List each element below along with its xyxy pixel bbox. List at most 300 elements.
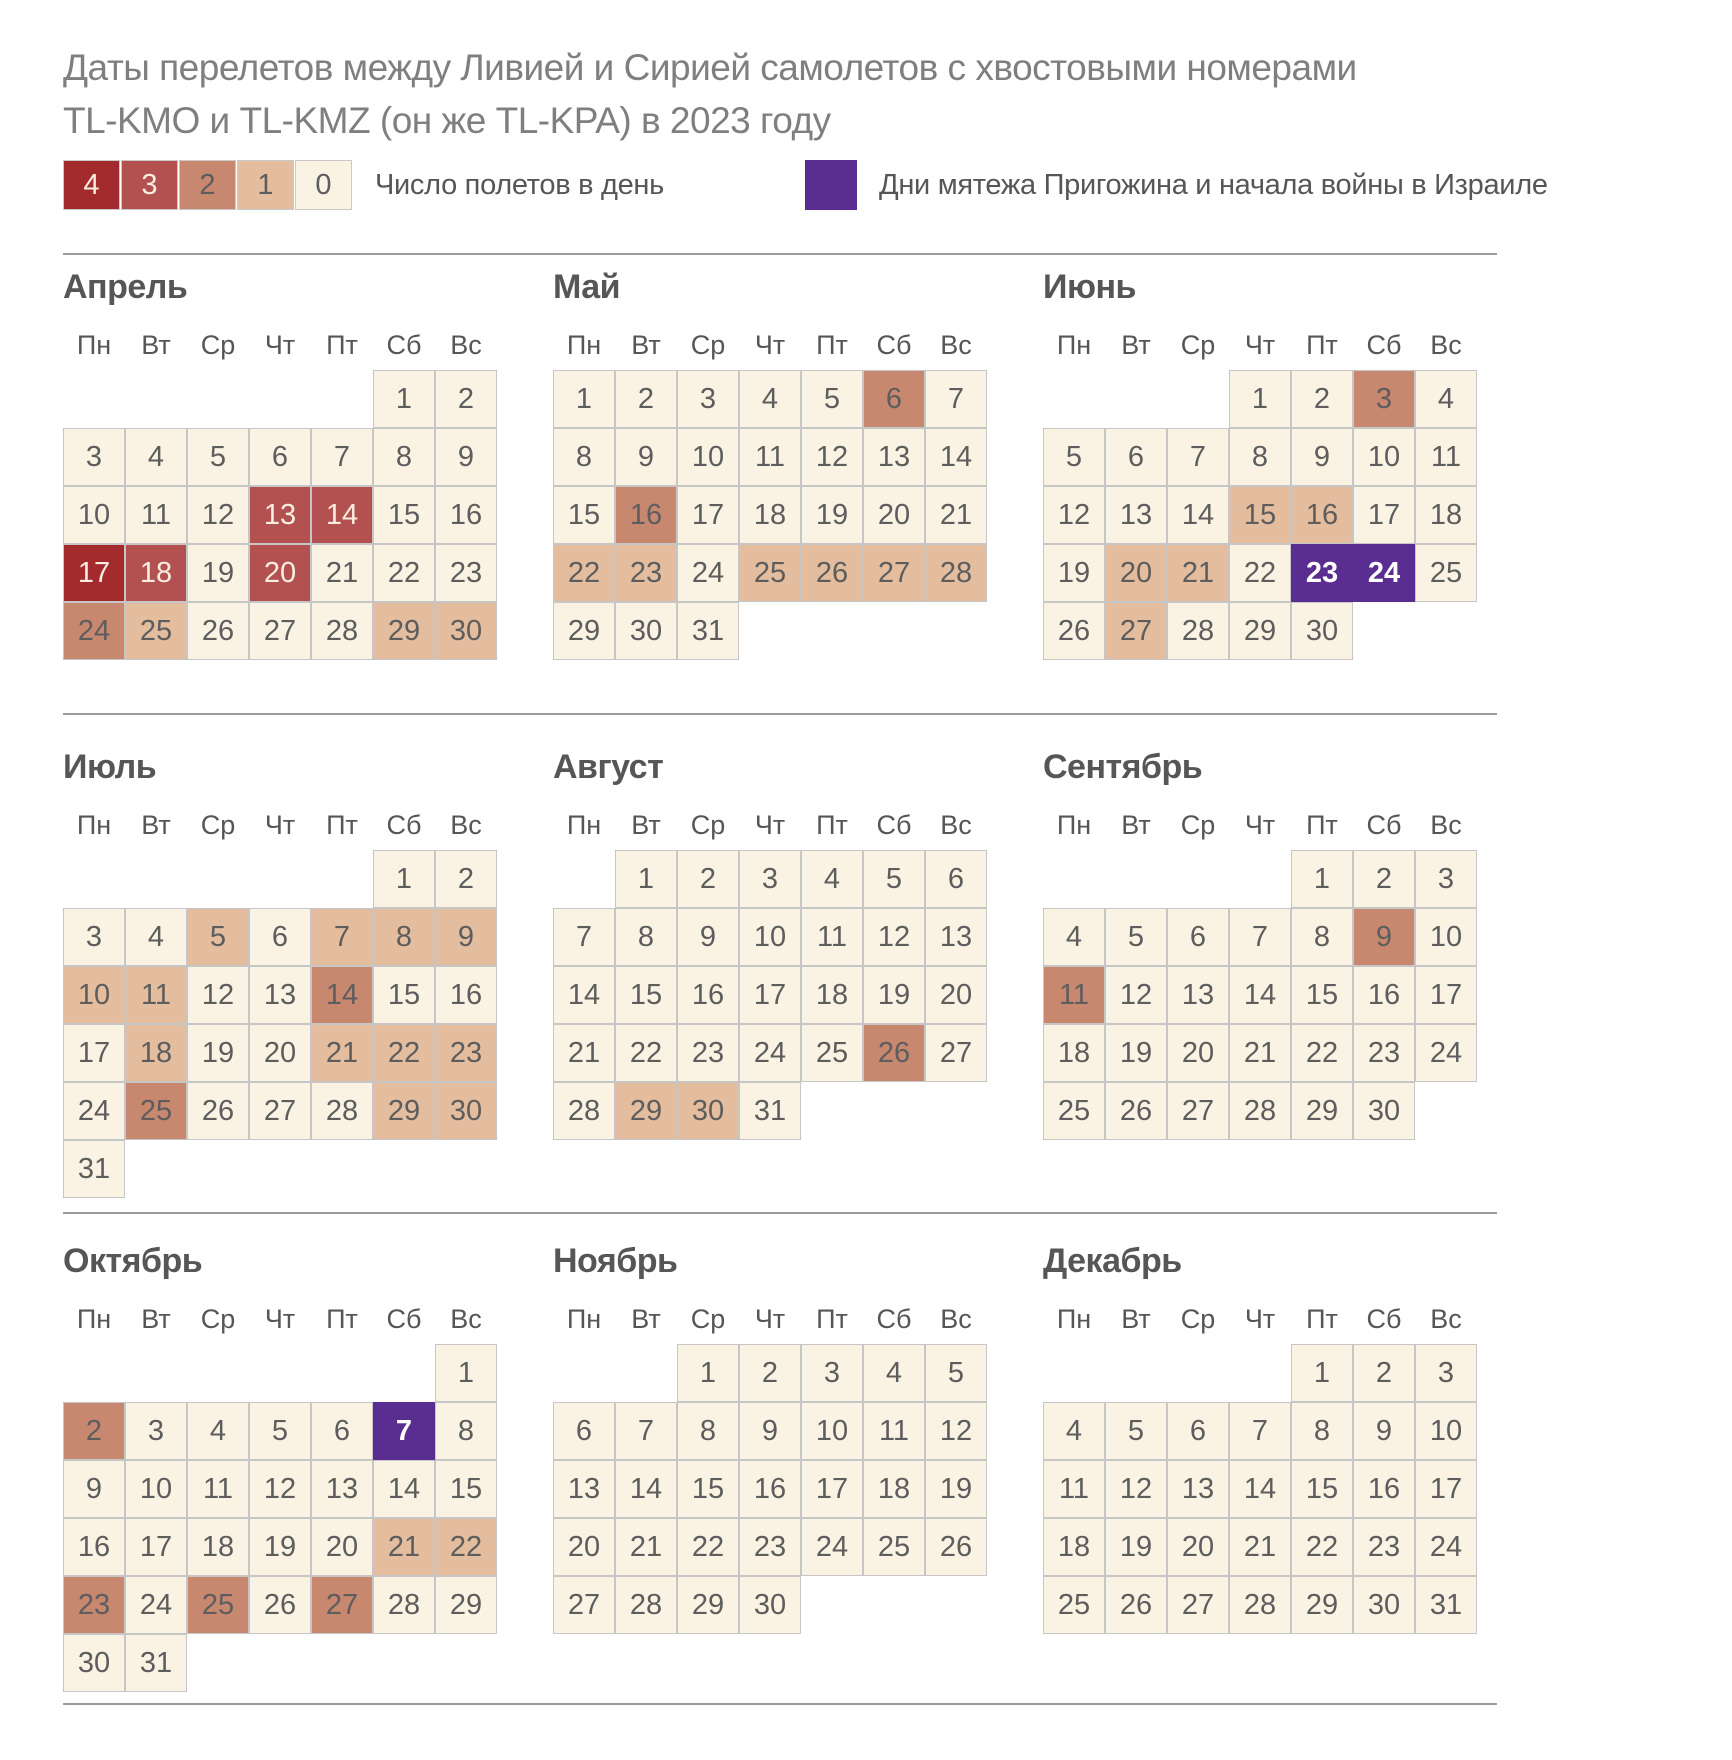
flights-scale-caption: Число полетов в день — [375, 168, 664, 201]
day-cell: 2 — [435, 370, 497, 428]
weekday-label: Вт — [141, 810, 171, 840]
day-cell: 19 — [187, 544, 249, 602]
day-cell: 3 — [801, 1344, 863, 1402]
day-cell: 19 — [925, 1460, 987, 1518]
day-cell: 23 — [63, 1576, 125, 1634]
day-cell: 7 — [1229, 1402, 1291, 1460]
day-cell: 17 — [801, 1460, 863, 1518]
month-grid — [1043, 370, 1477, 660]
day-cell: 21 — [1229, 1518, 1291, 1576]
day-cell: 10 — [1353, 428, 1415, 486]
day-cell: 17 — [677, 486, 739, 544]
day-cell: 18 — [125, 1024, 187, 1082]
day-cell: 26 — [1105, 1576, 1167, 1634]
day-cell: 16 — [435, 966, 497, 1024]
day-cell: 10 — [801, 1402, 863, 1460]
weekday-label: Пт — [1306, 810, 1338, 840]
day-cell: 5 — [801, 370, 863, 428]
day-cell: 12 — [1105, 966, 1167, 1024]
day-cell: 22 — [553, 544, 615, 602]
divider — [63, 713, 1497, 715]
day-cell: 3 — [1353, 370, 1415, 428]
day-cell: 8 — [1291, 1402, 1353, 1460]
day-cell: 19 — [249, 1518, 311, 1576]
day-cell: 30 — [1291, 602, 1353, 660]
weekday-label: Ср — [200, 1304, 236, 1334]
day-cell: 26 — [1043, 602, 1105, 660]
day-cell: 12 — [801, 428, 863, 486]
day-cell: 22 — [435, 1518, 497, 1576]
day-cell: 8 — [373, 428, 435, 486]
weekday-label: Пн — [566, 330, 602, 360]
day-cell: 5 — [1105, 1402, 1167, 1460]
day-cell: 7 — [1167, 428, 1229, 486]
day-cell: 1 — [435, 1344, 497, 1402]
weekday-label: Вс — [450, 1304, 482, 1334]
day-cell: 15 — [677, 1460, 739, 1518]
month-title: Июнь — [1043, 268, 1136, 306]
day-cell: 11 — [801, 908, 863, 966]
day-cell: 24 — [739, 1024, 801, 1082]
day-cell: 6 — [553, 1402, 615, 1460]
day-cell: 11 — [739, 428, 801, 486]
day-cell: 27 — [925, 1024, 987, 1082]
day-cell: 27 — [249, 1082, 311, 1140]
day-cell: 3 — [1415, 850, 1477, 908]
day-cell: 29 — [553, 602, 615, 660]
day-cell: 4 — [863, 1344, 925, 1402]
day-cell: 26 — [801, 544, 863, 602]
day-cell: 20 — [1167, 1024, 1229, 1082]
day-cell: 24 — [1415, 1024, 1477, 1082]
page-title-line-2: TL-KMO и TL-KMZ (он же TL-KPA) в 2023 году — [63, 99, 831, 141]
day-cell: 2 — [1291, 370, 1353, 428]
day-cell: 25 — [125, 1082, 187, 1140]
day-cell: 24 — [677, 544, 739, 602]
weekday-label: Чт — [1244, 810, 1276, 840]
weekday-label: Ср — [1180, 330, 1216, 360]
day-cell: 29 — [373, 602, 435, 660]
day-cell: 3 — [1415, 1344, 1477, 1402]
day-cell: 18 — [1415, 486, 1477, 544]
day-cell: 9 — [435, 908, 497, 966]
day-cell: 19 — [1105, 1518, 1167, 1576]
day-cell: 1 — [1291, 850, 1353, 908]
day-cell: 8 — [553, 428, 615, 486]
day-cell: 16 — [435, 486, 497, 544]
day-cell: 5 — [1043, 428, 1105, 486]
event-color-swatch — [805, 160, 857, 210]
weekday-label: Вс — [1430, 330, 1462, 360]
day-cell: 18 — [1043, 1024, 1105, 1082]
day-cell: 11 — [125, 486, 187, 544]
weekday-label: Вт — [1121, 810, 1151, 840]
day-cell: 12 — [863, 908, 925, 966]
day-cell: 23 — [1353, 1024, 1415, 1082]
day-cell: 28 — [373, 1576, 435, 1634]
day-cell: 5 — [187, 908, 249, 966]
weekday-label: Вт — [141, 1304, 171, 1334]
day-cell: 15 — [553, 486, 615, 544]
legend-box-2: 2 — [179, 160, 236, 210]
day-cell: 8 — [615, 908, 677, 966]
day-cell: 23 — [435, 544, 497, 602]
weekday-label: Пт — [1306, 330, 1338, 360]
day-cell: 10 — [739, 908, 801, 966]
day-cell: 16 — [1353, 1460, 1415, 1518]
day-cell: 17 — [63, 544, 125, 602]
weekday-label: Пт — [326, 810, 358, 840]
day-cell: 6 — [925, 850, 987, 908]
weekday-label: Вт — [631, 810, 661, 840]
day-cell: 16 — [615, 486, 677, 544]
day-cell: 31 — [1415, 1576, 1477, 1634]
day-cell: 27 — [1105, 602, 1167, 660]
weekday-label: Пн — [76, 810, 112, 840]
day-cell: 21 — [553, 1024, 615, 1082]
day-cell: 23 — [739, 1518, 801, 1576]
day-cell: 25 — [1415, 544, 1477, 602]
day-cell: 15 — [1229, 486, 1291, 544]
month-grid — [553, 370, 987, 660]
day-cell: 8 — [1291, 908, 1353, 966]
day-cell: 14 — [925, 428, 987, 486]
day-cell: 6 — [1167, 908, 1229, 966]
day-cell: 23 — [1291, 544, 1353, 602]
event-legend-caption: Дни мятежа Пригожина и начала войны в Израиле — [879, 168, 1548, 201]
weekday-label: Пт — [1306, 1304, 1338, 1334]
day-cell: 30 — [63, 1634, 125, 1692]
day-cell: 17 — [1415, 966, 1477, 1024]
month-grid — [553, 1344, 987, 1634]
day-cell: 15 — [1291, 966, 1353, 1024]
day-cell: 13 — [1167, 966, 1229, 1024]
weekday-label: Вс — [940, 330, 972, 360]
divider — [63, 1703, 1497, 1705]
day-cell: 9 — [677, 908, 739, 966]
legend-box-1: 1 — [237, 160, 294, 210]
day-cell: 8 — [677, 1402, 739, 1460]
day-cell: 25 — [1043, 1082, 1105, 1140]
legend-box-4: 4 — [63, 160, 120, 210]
day-cell: 23 — [677, 1024, 739, 1082]
day-cell: 31 — [63, 1140, 125, 1198]
day-cell: 1 — [553, 370, 615, 428]
day-cell: 31 — [677, 602, 739, 660]
day-cell: 9 — [615, 428, 677, 486]
day-cell: 1 — [615, 850, 677, 908]
weekday-label: Сб — [1366, 1304, 1402, 1334]
day-cell: 7 — [553, 908, 615, 966]
day-cell: 27 — [1167, 1576, 1229, 1634]
day-cell: 30 — [677, 1082, 739, 1140]
day-cell: 20 — [1167, 1518, 1229, 1576]
day-cell: 10 — [1415, 1402, 1477, 1460]
day-cell: 26 — [187, 602, 249, 660]
weekday-label: Пн — [1056, 810, 1092, 840]
day-cell: 16 — [63, 1518, 125, 1576]
day-cell: 30 — [615, 602, 677, 660]
weekday-label: Чт — [754, 1304, 786, 1334]
day-cell: 9 — [435, 428, 497, 486]
weekday-row — [553, 810, 987, 841]
day-cell: 18 — [863, 1460, 925, 1518]
day-cell: 3 — [63, 428, 125, 486]
day-cell: 29 — [1229, 602, 1291, 660]
day-cell: 26 — [1105, 1082, 1167, 1140]
day-cell: 12 — [187, 966, 249, 1024]
weekday-label: Вс — [940, 1304, 972, 1334]
day-cell: 3 — [63, 908, 125, 966]
day-cell: 21 — [925, 486, 987, 544]
day-cell: 10 — [677, 428, 739, 486]
day-cell: 7 — [1229, 908, 1291, 966]
day-cell: 11 — [1043, 1460, 1105, 1518]
weekday-label: Чт — [1244, 330, 1276, 360]
day-cell: 29 — [373, 1082, 435, 1140]
day-cell: 25 — [739, 544, 801, 602]
day-cell: 19 — [187, 1024, 249, 1082]
day-cell: 11 — [125, 966, 187, 1024]
month-grid — [553, 850, 987, 1140]
day-cell: 1 — [677, 1344, 739, 1402]
legend-box-3: 3 — [121, 160, 178, 210]
weekday-label: Ср — [1180, 810, 1216, 840]
day-cell: 14 — [1167, 486, 1229, 544]
month-grid — [1043, 1344, 1477, 1634]
day-cell: 22 — [1291, 1518, 1353, 1576]
day-cell: 9 — [1291, 428, 1353, 486]
day-cell: 19 — [1105, 1024, 1167, 1082]
day-cell: 10 — [63, 486, 125, 544]
day-cell: 24 — [63, 1082, 125, 1140]
day-cell: 25 — [187, 1576, 249, 1634]
day-cell: 30 — [1353, 1082, 1415, 1140]
weekday-label: Сб — [1366, 330, 1402, 360]
day-cell: 7 — [615, 1402, 677, 1460]
day-cell: 16 — [1353, 966, 1415, 1024]
day-cell: 8 — [435, 1402, 497, 1460]
day-cell: 13 — [553, 1460, 615, 1518]
day-cell: 2 — [1353, 1344, 1415, 1402]
day-cell: 19 — [801, 486, 863, 544]
day-cell: 22 — [373, 544, 435, 602]
weekday-row — [1043, 1304, 1477, 1335]
day-cell: 6 — [863, 370, 925, 428]
day-cell: 25 — [1043, 1576, 1105, 1634]
day-cell: 9 — [1353, 1402, 1415, 1460]
weekday-label: Пт — [816, 1304, 848, 1334]
day-cell: 6 — [1105, 428, 1167, 486]
day-cell: 14 — [1229, 966, 1291, 1024]
day-cell: 28 — [1229, 1082, 1291, 1140]
legend — [63, 160, 1703, 212]
day-cell: 18 — [125, 544, 187, 602]
day-cell: 2 — [63, 1402, 125, 1460]
day-cell: 22 — [373, 1024, 435, 1082]
weekday-label: Вс — [1430, 1304, 1462, 1334]
day-cell: 24 — [801, 1518, 863, 1576]
day-cell: 13 — [925, 908, 987, 966]
day-cell: 24 — [63, 602, 125, 660]
day-cell: 20 — [249, 1024, 311, 1082]
day-cell: 5 — [863, 850, 925, 908]
day-cell: 18 — [1043, 1518, 1105, 1576]
day-cell: 18 — [739, 486, 801, 544]
legend-box-0: 0 — [295, 160, 352, 210]
day-cell: 18 — [801, 966, 863, 1024]
day-cell: 15 — [373, 486, 435, 544]
day-cell: 28 — [1167, 602, 1229, 660]
flights-scale-boxes — [63, 160, 353, 210]
day-cell: 14 — [615, 1460, 677, 1518]
day-cell: 22 — [677, 1518, 739, 1576]
weekday-label: Сб — [386, 330, 422, 360]
day-cell: 25 — [801, 1024, 863, 1082]
day-cell: 30 — [1353, 1576, 1415, 1634]
day-cell: 14 — [553, 966, 615, 1024]
day-cell: 1 — [1229, 370, 1291, 428]
weekday-label: Вт — [141, 330, 171, 360]
day-cell: 10 — [125, 1460, 187, 1518]
weekday-row — [1043, 810, 1477, 841]
day-cell: 5 — [187, 428, 249, 486]
day-cell: 13 — [249, 486, 311, 544]
weekday-label: Пн — [76, 1304, 112, 1334]
day-cell: 15 — [373, 966, 435, 1024]
page-title-line-1: Даты перелетов между Ливией и Сирией самолетов с хвостовыми номерами — [63, 47, 1357, 88]
weekday-row — [63, 1304, 497, 1335]
day-cell: 30 — [435, 1082, 497, 1140]
day-cell: 6 — [311, 1402, 373, 1460]
day-cell: 26 — [187, 1082, 249, 1140]
day-cell: 17 — [1415, 1460, 1477, 1518]
day-cell: 20 — [311, 1518, 373, 1576]
day-cell: 1 — [373, 370, 435, 428]
day-cell: 17 — [739, 966, 801, 1024]
day-cell: 2 — [615, 370, 677, 428]
day-cell: 7 — [311, 428, 373, 486]
day-cell: 8 — [373, 908, 435, 966]
day-cell: 16 — [1291, 486, 1353, 544]
day-cell: 21 — [1229, 1024, 1291, 1082]
weekday-label: Чт — [264, 1304, 296, 1334]
month-title: Июль — [63, 748, 157, 786]
day-cell: 10 — [63, 966, 125, 1024]
day-cell: 3 — [677, 370, 739, 428]
day-cell: 23 — [435, 1024, 497, 1082]
day-cell: 7 — [925, 370, 987, 428]
day-cell: 7 — [373, 1402, 435, 1460]
page-title — [63, 42, 1623, 147]
day-cell: 12 — [925, 1402, 987, 1460]
weekday-label: Вт — [631, 1304, 661, 1334]
day-cell: 12 — [1043, 486, 1105, 544]
weekday-label: Ср — [690, 1304, 726, 1334]
month-title: Апрель — [63, 268, 188, 306]
day-cell: 2 — [739, 1344, 801, 1402]
day-cell: 27 — [863, 544, 925, 602]
day-cell: 15 — [615, 966, 677, 1024]
day-cell: 31 — [125, 1634, 187, 1692]
day-cell: 30 — [435, 602, 497, 660]
weekday-label: Ср — [200, 330, 236, 360]
day-cell: 1 — [1291, 1344, 1353, 1402]
day-cell: 24 — [1415, 1518, 1477, 1576]
day-cell: 28 — [553, 1082, 615, 1140]
day-cell: 6 — [1167, 1402, 1229, 1460]
day-cell: 5 — [925, 1344, 987, 1402]
weekday-row — [553, 1304, 987, 1335]
day-cell: 13 — [311, 1460, 373, 1518]
day-cell: 23 — [615, 544, 677, 602]
day-cell: 9 — [739, 1402, 801, 1460]
day-cell: 7 — [311, 908, 373, 966]
weekday-label: Чт — [264, 330, 296, 360]
day-cell: 13 — [249, 966, 311, 1024]
day-cell: 6 — [249, 428, 311, 486]
day-cell: 11 — [1415, 428, 1477, 486]
event-legend — [805, 160, 1548, 210]
day-cell: 22 — [1229, 544, 1291, 602]
month-title: Май — [553, 268, 621, 306]
day-cell: 21 — [311, 544, 373, 602]
day-cell: 4 — [1043, 1402, 1105, 1460]
day-cell: 8 — [1229, 428, 1291, 486]
day-cell: 28 — [311, 602, 373, 660]
day-cell: 27 — [553, 1576, 615, 1634]
weekday-label: Сб — [876, 810, 912, 840]
day-cell: 16 — [739, 1460, 801, 1518]
day-cell: 24 — [125, 1576, 187, 1634]
day-cell: 25 — [863, 1518, 925, 1576]
month-title: Ноябрь — [553, 1242, 678, 1280]
day-cell: 29 — [677, 1576, 739, 1634]
weekday-row — [553, 330, 987, 361]
day-cell: 18 — [187, 1518, 249, 1576]
month-title: Август — [553, 748, 664, 786]
day-cell: 1 — [373, 850, 435, 908]
day-cell: 25 — [125, 602, 187, 660]
day-cell: 27 — [249, 602, 311, 660]
day-cell: 29 — [435, 1576, 497, 1634]
day-cell: 26 — [863, 1024, 925, 1082]
day-cell: 19 — [863, 966, 925, 1024]
day-cell: 2 — [677, 850, 739, 908]
weekday-label: Чт — [264, 810, 296, 840]
month-grid — [63, 370, 497, 660]
weekday-label: Вс — [450, 330, 482, 360]
day-cell: 11 — [863, 1402, 925, 1460]
day-cell: 4 — [739, 370, 801, 428]
weekday-label: Вт — [631, 330, 661, 360]
day-cell: 21 — [1167, 544, 1229, 602]
day-cell: 3 — [739, 850, 801, 908]
weekday-label: Пт — [326, 1304, 358, 1334]
day-cell: 29 — [1291, 1576, 1353, 1634]
weekday-label: Ср — [690, 810, 726, 840]
day-cell: 29 — [1291, 1082, 1353, 1140]
day-cell: 14 — [373, 1460, 435, 1518]
weekday-label: Ср — [690, 330, 726, 360]
day-cell: 12 — [249, 1460, 311, 1518]
day-cell: 23 — [1353, 1518, 1415, 1576]
day-cell: 13 — [1105, 486, 1167, 544]
weekday-label: Вс — [940, 810, 972, 840]
weekday-label: Ср — [200, 810, 236, 840]
day-cell: 9 — [1353, 908, 1415, 966]
weekday-label: Пт — [816, 330, 848, 360]
